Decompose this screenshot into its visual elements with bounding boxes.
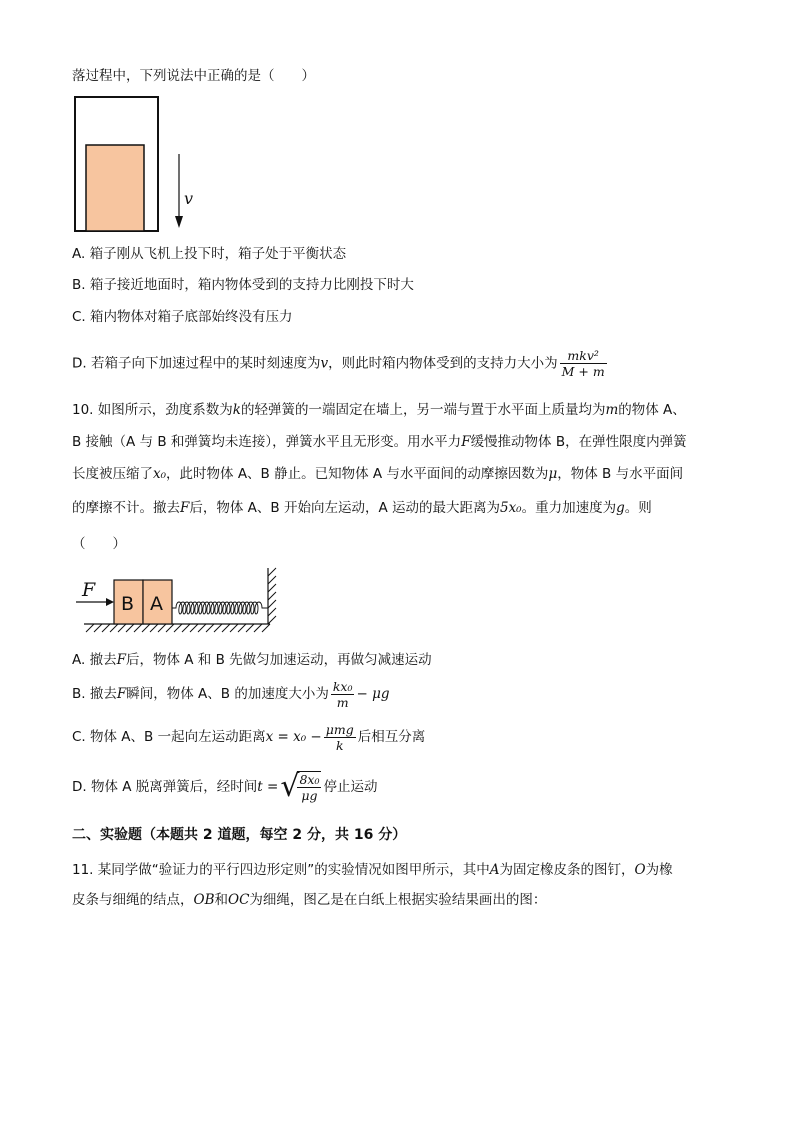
- q9-d-fraction: $\frac{\text{mkv²}}{M + m}$: [561, 348, 605, 379]
- q11-line-2: 皮条与细绳的结点，OB和OC为细绳，图乙是在白纸上根据实验结果画出的图：: [72, 892, 547, 908]
- q10-option-a: A. 撤去F后，物体 A 和 B 先做匀加速运动，再做匀减速运动: [72, 652, 432, 668]
- force-arrowhead: [106, 598, 114, 606]
- q10-option-d: D. 物体 A 脱离弹簧后，经时间t =√ $\frac{\text{8x₀}}{\mu g}$ 停止运动: [72, 769, 378, 804]
- wall-hatching: [268, 568, 276, 624]
- q10-line-3: 长度被压缩了x₀，此时物体 A、B 静止。已知物体 A 与水平面间的动摩擦因数为μ，物体 B 与水平面间: [72, 466, 684, 482]
- block-b-label: B: [121, 593, 135, 615]
- q9-option-d: D. 若箱子向下加速过程中的某时刻速度为v，则此时箱内物体受到的支持力大小为 $\frac{\text{mkv²}}{M + m}$: [72, 348, 605, 379]
- q10-figure: [72, 564, 284, 639]
- q10-line-4: 的摩擦不计。撤去F后，物体 A、B 开始向左运动，A 运动的最大距离为5x₀。重力加速度为g。则: [72, 500, 652, 516]
- q10-line-1: 10. 如图所示，劲度系数为k的轻弹簧的一端固定在墙上，另一端与置于水平面上质量均为m的物体 A、: [72, 402, 686, 418]
- q10-line-2: B 接触（A 与 B 和弹簧均未连接），弹簧水平且无形变。用水平力F缓慢推动物体 B，在弹性限度内弹簧: [72, 434, 687, 450]
- q9-option-c: C. 箱内物体对箱子底部始终没有压力: [72, 309, 293, 325]
- q9-figure: [70, 92, 210, 237]
- section-heading: 二、实验题（本题共 2 道题，每空 2 分，共 16 分）: [72, 827, 407, 843]
- sqrt-sign: √: [280, 769, 300, 804]
- q9-option-b: B. 箱子接近地面时，箱内物体受到的支持力比刚投下时大: [72, 277, 414, 293]
- q10-c-fraction: $\frac{\text{μmg}}{k}$: [325, 721, 354, 753]
- block-a-label: A: [150, 593, 163, 615]
- velocity-label: v: [184, 189, 194, 208]
- velocity-arrowhead: [175, 216, 183, 228]
- q9-stem: 落过程中，下列说法中正确的是（ ）: [72, 68, 315, 84]
- ground-hatching: [86, 624, 270, 632]
- q11-line-1: 11. 某同学做“验证力的平行四边形定则”的实验情况如图甲所示，其中A为固定橡皮条的图钉，O为橡: [72, 862, 673, 878]
- q10-b-fraction: $\frac{\text{kx₀}}{m}$: [332, 678, 353, 710]
- q10-option-c: C. 物体 A、B 一起向左运动距离x = x₀ − $\frac{\text{μmg}}{k}$ 后相互分离: [72, 721, 426, 753]
- q10-line-5: （ ）: [72, 536, 126, 552]
- inner-object: [86, 145, 144, 231]
- force-label: F: [82, 579, 96, 601]
- spring: [172, 602, 268, 614]
- q10-d-fraction: $\frac{\text{8x₀}}{\mu g}$: [299, 772, 320, 803]
- q9-option-a: A. 箱子刚从飞机上投下时，箱子处于平衡状态: [72, 246, 347, 262]
- q10-option-b: B. 撤去F瞬间，物体 A、B 的加速度大小为 $\frac{\text{kx₀}}{m}$ − μg: [72, 678, 390, 710]
